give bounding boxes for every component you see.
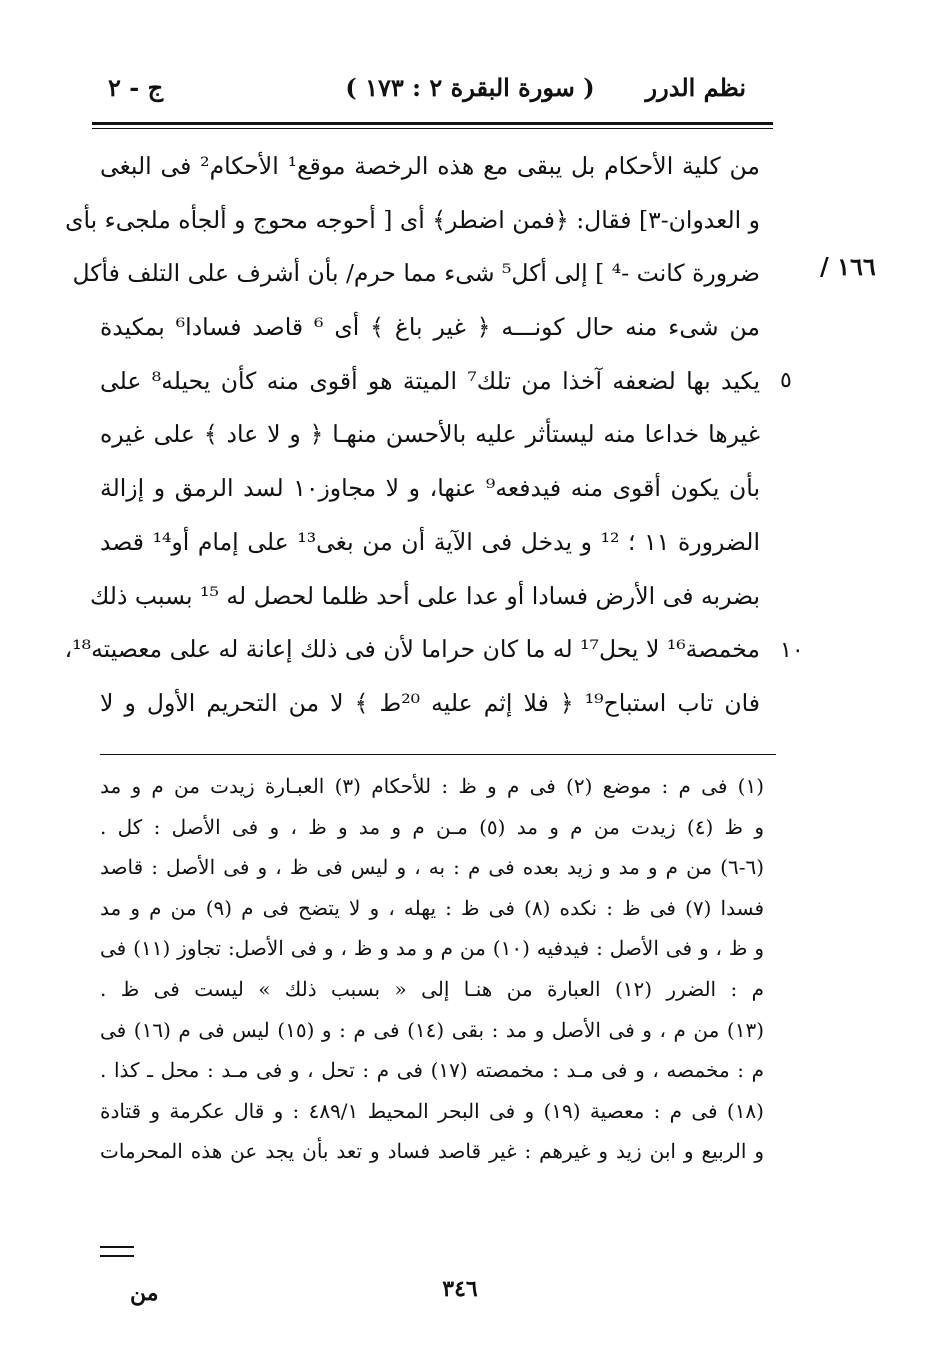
text-line: بضربه فى الأرض فسادا أو عدا على أحد ظلما لحصل له ¹⁵ بسبب ذلك: [90, 581, 760, 610]
page-number: ٣٤٦: [442, 1276, 478, 1302]
footnote-separator: [100, 754, 776, 755]
header-rule-thin: [92, 128, 773, 129]
text-line: مخمصة¹⁶ لا يحل¹⁷ له ما كان حراما لأن فى ذلك إعانة له على معصيته¹⁸،: [64, 635, 760, 664]
running-title: نظم الدرر: [645, 73, 746, 102]
footnote-line: و الربيع و ابن زيد و غيرهم : غير قاصد فساد و تعد بأن يجد عن هذه المحرمات: [100, 1139, 764, 1164]
text-line: غيرها خداعا منه ليستأثر عليه بالأحسن منهـا ﴿ و لا عاد ﴾ على غيره: [100, 420, 760, 449]
catchword: من: [130, 1280, 159, 1306]
footnote-line: (٦-٦) من م و مد و زيد بعده فى م : به ، و ليس فى ظ ، و فى الأصل : قاصد: [100, 855, 765, 880]
footnote-line: (١) فى م : موضع (٢) فى م و ظ : للأحكام (٣) العبـارة زيدت من م و مد: [100, 774, 764, 798]
text-line: و العدوان-٣] فقال: ﴿فمن اضطر﴾ أى [ أحوجه محوج و ألجأه ملجىء بأى: [65, 205, 760, 234]
text-line: من كلية الأحكام بل يبقى مع هذه الرخصة موقع¹ الأحكام² فى البغى: [100, 152, 761, 180]
text-line: الضرورة ١١ ؛ ¹² و يدخل فى الآية أن من بغى¹³ على إمام أو¹⁴ قصد: [100, 527, 760, 556]
margin-folio-note: ١٦٦ /: [820, 252, 876, 281]
text-line: يكيد بها لضعفه آخذا من تلك⁷ الميتة هو أقوى منه كأن يحيله⁸ على: [100, 366, 760, 395]
footnote-line: و ظ (٤) زيدت من م و مد (٥) مـن م و مد و ظ ، و فى الأصل : كل .: [100, 814, 764, 839]
footnote-line: م : الضرر (١٢) العبارة من هنـا إلى « بسبب ذلك » ليست فى ظ .: [100, 976, 764, 1001]
main-text: [64, 140, 761, 731]
footnote-line: فسدا (٧) فى ظ : نكده (٨) فى ظ : يهله ، و لا يتضح فى م (٩) من م و مد: [100, 895, 765, 920]
line-number-5: ٥: [780, 368, 792, 393]
footnotes: [100, 766, 764, 1172]
surah-reference: ( سورة البقرة ٢ : ١٧٣ ): [345, 73, 595, 102]
footnote-line: (١٨) فى م : معصية (١٩) و فى البحر المحيط ٤٨٩/١ : و قال عكرمة و قتادة: [100, 1098, 764, 1123]
volume-label: ج - ٢: [108, 73, 164, 102]
text-line: بأن يكون أقوى منه فيدفعه⁹ عنها، و لا مجاوز١٠ لسد الرمق و إزالة: [100, 474, 760, 503]
header-rule-thick: [92, 122, 773, 125]
line-number-10: ١٠: [780, 638, 804, 663]
text-line: من شىء منه حال كونـــه ﴿ غير باغ ﴾ أى ⁶ قاصد فسادا⁶ بمكيدة: [100, 313, 760, 342]
text-line: ضرورة كانت -⁴ ] إلى أكل⁵ شىء مما حرم/ بأن أشرف على التلف فأكل: [72, 259, 760, 288]
footnote-line: (١٣) من م ، و فى الأصل و مد : بقى (١٤) فى م : و (١٥) ليس فى م (١٦) فى: [100, 1017, 765, 1042]
footnote-line: م : مخمصه ، و فى مـد : مخمصته (١٧) فى م : تحل ، و فى مـد : محل ـ كذا .: [100, 1058, 765, 1083]
footnote-line: و ظ ، و فى الأصل : فيدفيه (١٠) من م و مد و ظ ، و فى الأصل: تجاوز (١١) فى: [100, 936, 765, 961]
text-line: فان تاب استباح¹⁹ ﴿ فلا إثم عليه ²⁰ط ﴾ لا من التحريم الأول و لا: [100, 688, 760, 717]
continuation-mark: [100, 1246, 134, 1257]
